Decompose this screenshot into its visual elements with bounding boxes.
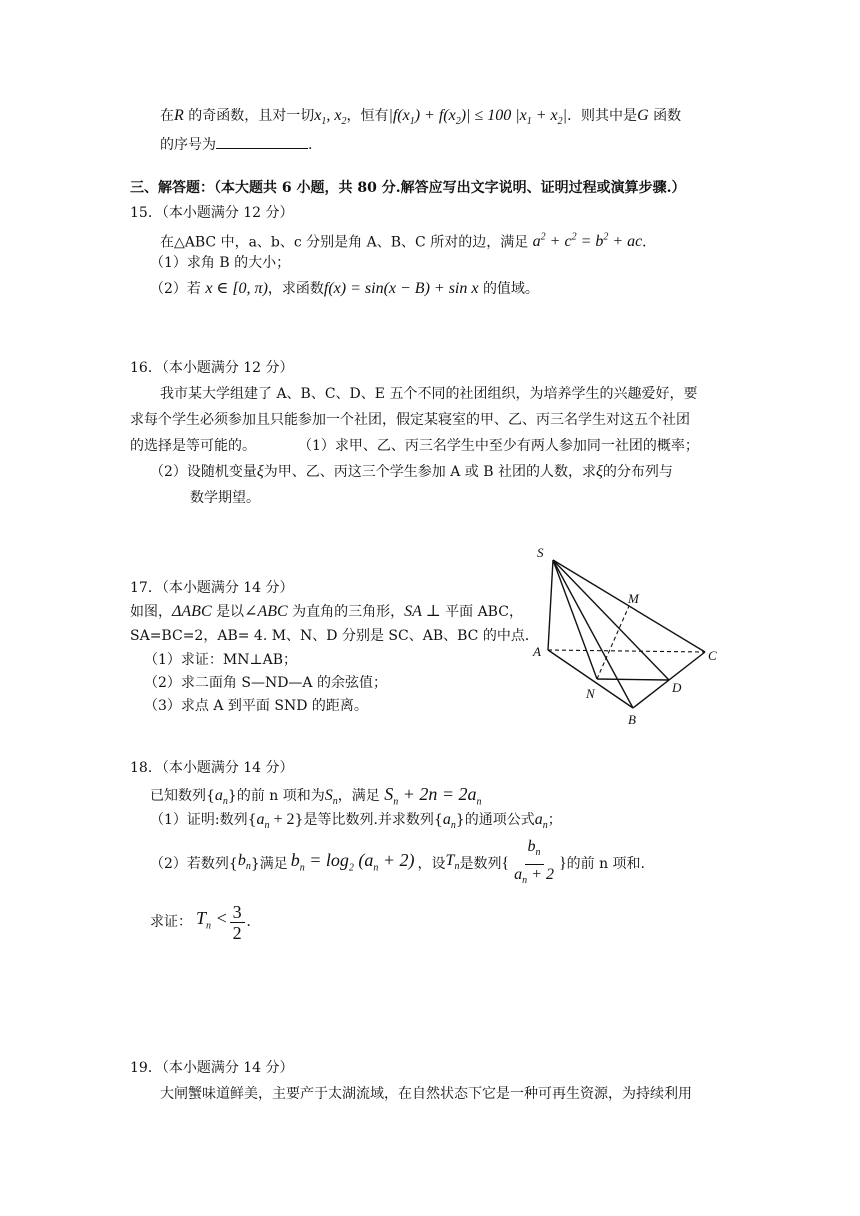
label-C: C (708, 648, 717, 663)
q16-line5: 数学期望。 (190, 490, 260, 506)
q16-line4: （2）设随机变量ξ为甲、乙、丙这三个学生参加 A 或 B 社团的人数，求ξ的分布列与 (150, 463, 673, 480)
label-N: N (586, 686, 595, 701)
q16-heading: 16．（本小题满分 12 分） (130, 360, 294, 376)
label-S: S (537, 545, 544, 560)
math-fraction-bn: $\frac{b_n}{a_n + 2}$ (514, 838, 554, 886)
math-sn-relation: $S_n + 2n = 2a_n$ (384, 784, 482, 808)
math-angle: ∠ABC (244, 603, 288, 620)
edge-AC-hidden (548, 650, 705, 652)
label-A: A (533, 644, 541, 659)
pyramid-figure (520, 540, 740, 730)
edge-SN (553, 560, 597, 679)
answer-blank[interactable] (216, 134, 308, 149)
math-domain: x ∈ [0, π) (205, 280, 268, 297)
q17-heading: 17．（本小题满分 14 分） (130, 580, 294, 596)
q18-line3: （2）若数列{ $b_n$ }满足 $b_n = \log_2 (a_n + 2)$ ，设 $T_n$ 是数列 { $\frac{b_n}{a_n + 2}$ } 的前 n 项和. (150, 842, 645, 886)
math-inequality: $|f(x_1) + f(x_2)| \le 100$ $|x_1 + x_2|$ (388, 107, 568, 128)
math-function: f(x) = sin(x − B) + sin x (323, 280, 479, 297)
section-heading: 三、解答题：（本大题共 6 小题，共 80 分.解答应写出文字说明、证明过程或演算步骤.） (130, 180, 686, 196)
q16-line1: 我市某大学组建了 A、B、C、D、E 五个不同的社团组织，为培养学生的兴趣爱好，要 (160, 386, 698, 402)
q14-line1: 在R 的奇函数，且对一切$x_1$, $x_2$，恒有$|f(x_1) + f(x_2)| \le 100$ $|x_1 + x_2|$．则其中是G 函数 (160, 107, 682, 128)
q17-line1: 如图，ΔABC 是以∠ABC 为直角的三角形，SA ⊥ 平面 ABC， (130, 603, 523, 620)
label-M: M (628, 591, 639, 606)
edge-NM-hidden (597, 606, 629, 679)
q18-line2: （1）证明:数列$\{a_n + 2\}$是等比数列.并求数列$\{a_n\}$的通项公式$a_n$； (150, 811, 562, 832)
q17-line2: SA=BC=2，AB= 4. M、N、D 分别是 SC、AB、BC 的中点． (130, 628, 539, 644)
q15-part2: （2）若 x ∈ [0, π)，求函数f(x) = sin(x − B) + sin x 的值域。 (150, 280, 539, 297)
math-perp: SA ⊥ (404, 603, 441, 620)
q14-line2: 的序号为 . (160, 134, 312, 155)
q18-line4: 求证： $T_n$ < $\frac{3}{2}$ . (150, 901, 251, 943)
math-fraction-three-halves: $\frac{3}{2}$ (230, 902, 245, 943)
math-bn-def: $b_n = \log_2 (a_n + 2)$ (290, 849, 415, 874)
q19-heading: 19．（本小题满分 14 分） (130, 1060, 294, 1076)
q18-heading: 18．（本小题满分 14 分） (130, 760, 294, 776)
q15-part1: （1）求角 B 的大小； (150, 255, 291, 271)
q17-part1: （1）求证：MN⊥AB； (144, 652, 298, 668)
q19-line1: 大闸蟹味道鲜美，主要产于太湖流域，在自然状态下它是一种可再生资源，为持续利用 (160, 1086, 692, 1102)
q17-part3: （3）求点 A 到平面 SND 的距离。 (144, 698, 368, 714)
q15-heading: 15．（本小题满分 12 分） (130, 205, 294, 221)
math-x1x2: $x_1$, $x_2$ (314, 107, 347, 128)
label-B: B (628, 712, 636, 727)
math-cosine-law: $a^2 + c^2 = b^2$ + ac (532, 232, 643, 251)
edge-SA (548, 560, 553, 650)
label-D: D (672, 680, 682, 695)
math-triangle: ΔABC (172, 603, 212, 620)
q18-line1: 已知数列$\{a_n\}$的前 n 项和为$S_n$，满足 $S_n + 2n = 2a_n$ (150, 784, 482, 808)
q15-statement: 在△ABC 中，a、b、c 分别是角 A、B、C 所对的边，满足 $a^2 + c^2 = b^2$ + ac. (160, 232, 647, 251)
q16-line2: 求每个学生必须参加且只能参加一个社团，假定某寝室的甲、乙、丙三名学生对这五个社团 (130, 412, 690, 428)
q17-part2: （2）求二面角 S—ND—A 的余弦值； (144, 675, 387, 691)
q16-line3: 的选择是等可能的。 （1）求甲、乙、丙三名学生中至少有两人参加同一社团的概率； (130, 438, 699, 454)
edge-ND (597, 679, 669, 680)
